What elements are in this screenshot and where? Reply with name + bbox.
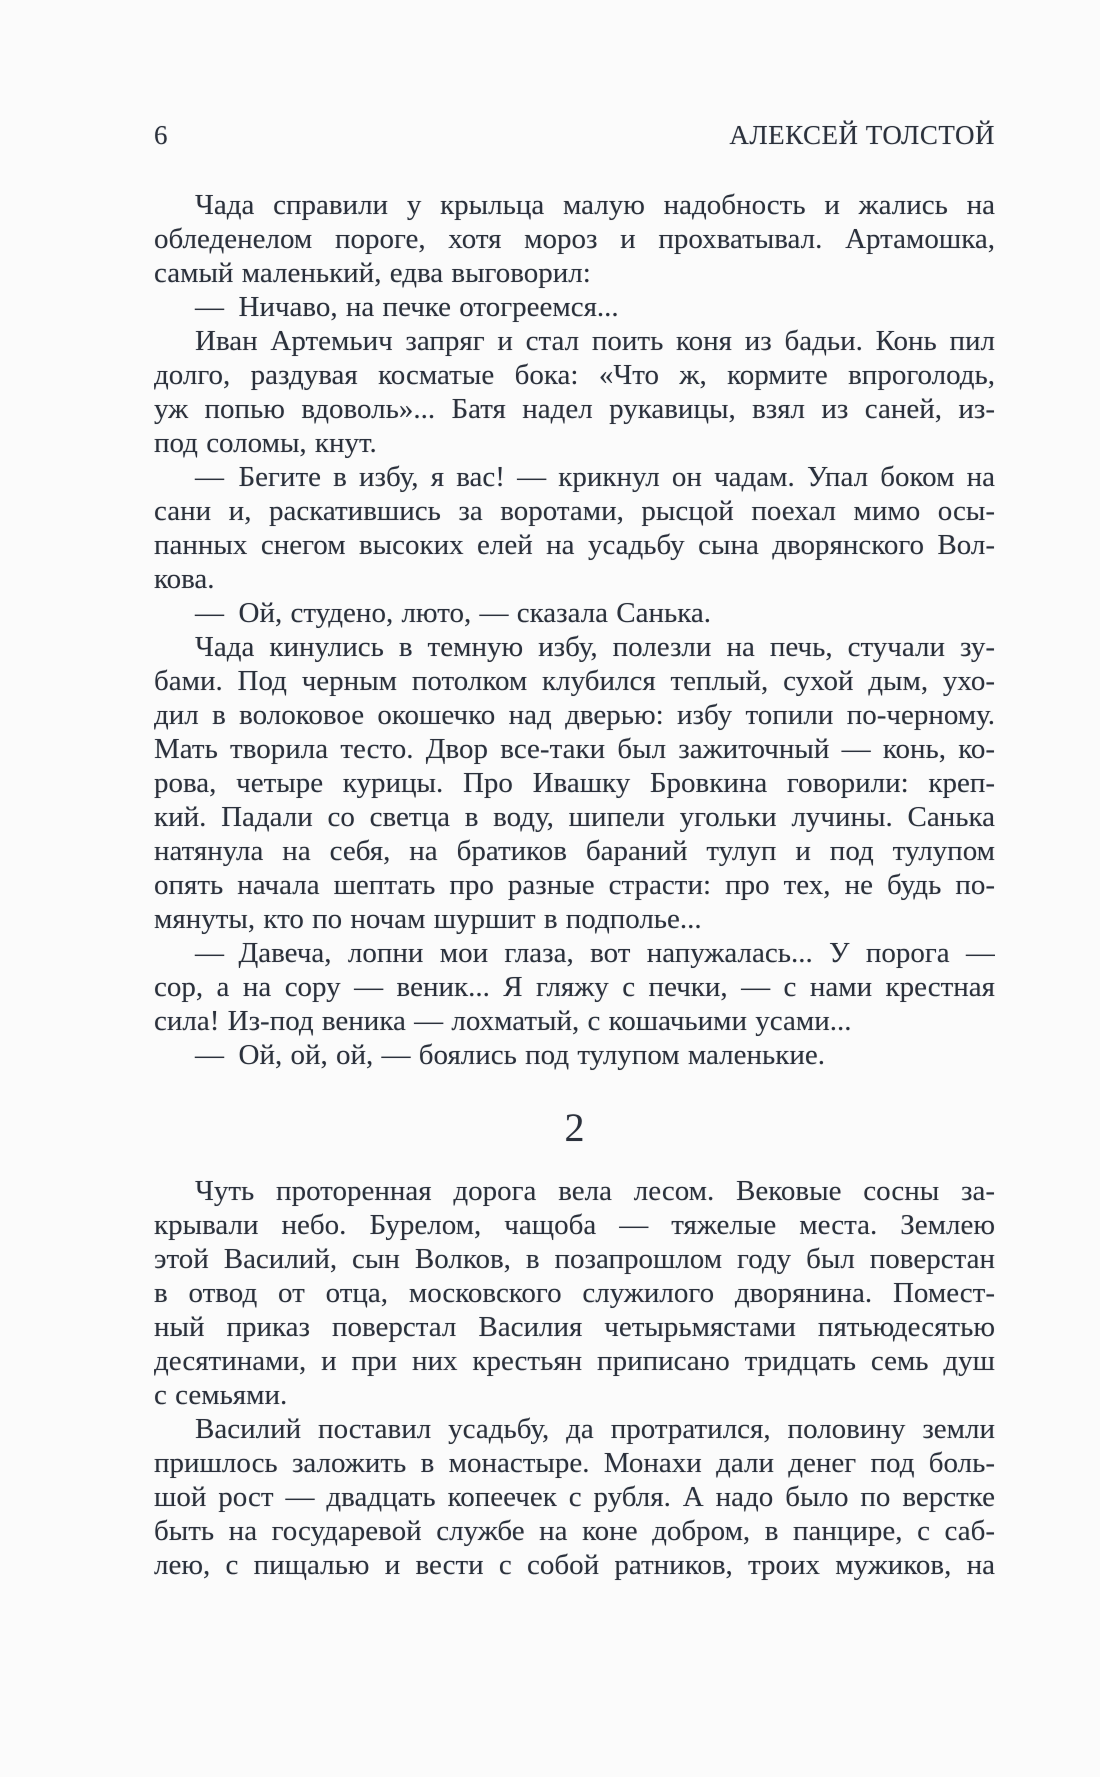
text-line: в отвод от отца, московского служилого дворянина. Помест- [154, 1277, 995, 1309]
text-line: лею, с пищалью и вести с собой ратников, троих мужиков, на [154, 1549, 995, 1581]
text-line: — Бегите в избу, я вас! — крикнул он чадам. Упал боком на [195, 461, 995, 493]
text-line: сани и, раскатившись за воротами, рысцой поехал мимо осы- [154, 495, 995, 527]
page-number: 6 [154, 120, 168, 150]
text-line: долго, раздувая косматые бока: «Что ж, кормите впроголодь, [154, 359, 995, 391]
text-line: — Ой, студено, люто, — сказала Санька. [195, 597, 712, 629]
text-block [154, 188, 995, 1582]
text-line: сила! Из-под веника — лохматый, с кошачьими усами... [154, 1005, 852, 1037]
text-line: кий. Падали со светца в воду, шипели угольки лучины. Санька [154, 801, 995, 833]
dialogue-paragraph [154, 290, 995, 324]
text-line: обледенелом пороге, хотя мороз и прохватывал. Артамошка, [154, 223, 995, 255]
running-header-author: АЛЕКСЕЙ ТОЛСТОЙ [729, 120, 995, 150]
dialogue-paragraph [154, 936, 995, 1038]
text-line: — Давеча, лопни мои глаза, вот напужалась... У порога — [195, 937, 995, 969]
section-2 [154, 1174, 995, 1582]
paragraph [154, 188, 995, 290]
text-line: — Ой, ой, ой, — боялись под тулупом маленькие. [195, 1039, 825, 1071]
text-line: Чада справили у крыльца малую надобность и жались на [195, 189, 995, 221]
text-line: натянула на себя, на братиков бараний тулуп и под тулупом [154, 835, 995, 867]
text-line: пришлось заложить в монастыре. Монахи дали денег под боль- [154, 1447, 995, 1479]
paragraph [154, 1174, 995, 1412]
text-line: Чада кинулись в темную избу, полезли на печь, стучали зу- [195, 631, 995, 663]
section-1 [154, 188, 995, 1072]
dialogue-paragraph [154, 460, 995, 596]
text-line: Чуть проторенная дорога вела лесом. Вековые сосны за- [195, 1175, 995, 1207]
text-line: панных снегом высоких елей на усадьбу сына дворянского Вол- [154, 529, 995, 561]
text-line: рова, четыре курицы. Про Ивашку Бровкина говорили: креп- [154, 767, 995, 799]
text-line: шой рост — двадцать копеечек с рубля. А надо было по верстке [154, 1481, 995, 1513]
dialogue-paragraph [154, 1038, 995, 1072]
text-line: под соломы, кнут. [154, 427, 377, 459]
text-line: — Ничаво, на печке отогреемся... [195, 291, 619, 323]
text-line: быть на государевой службе на коне добром, в панцире, с саб- [154, 1515, 995, 1547]
text-line: кова. [154, 563, 215, 595]
paragraph [154, 324, 995, 460]
text-line: с семьями. [154, 1379, 288, 1411]
chapter-number-heading: 2 [564, 1105, 585, 1150]
text-line: уж попью вдоволь»... Батя надел рукавицы, взял из саней, из- [154, 393, 995, 425]
text-line: сор, а на сору — веник... Я гляжу с печки, — с нами крестная [154, 971, 995, 1003]
text-line: десятинами, и при них крестьян приписано тридцать семь душ [154, 1345, 995, 1377]
paragraph [154, 1412, 995, 1582]
text-line: самый маленький, едва выговорил: [154, 257, 591, 289]
text-line: мянуты, кто по ночам шуршит в подполье... [154, 903, 702, 935]
dialogue-paragraph [154, 596, 995, 630]
text-line: бами. Под черным потолком клубился теплый, сухой дым, ухо- [154, 665, 995, 697]
text-line: дил в волоковое окошечко над дверью: избу топили по-черному. [154, 699, 995, 731]
text-line: этой Василий, сын Волков, в позапрошлом году был поверстан [154, 1243, 995, 1275]
text-line: крывали небо. Бурелом, чащоба — тяжелые места. Землею [154, 1209, 995, 1241]
running-header [154, 121, 995, 150]
text-line: Мать творила тесто. Двор все-таки был зажиточный — конь, ко- [154, 733, 995, 765]
paragraph [154, 630, 995, 936]
text-line: Василий поставил усадьбу, да протратился, половину земли [195, 1413, 995, 1445]
text-line: Иван Артемьич запряг и стал поить коня из бадьи. Конь пил [195, 325, 995, 357]
text-line: ный приказ поверстал Василия четырьмястами пятьюдесятью [154, 1311, 995, 1343]
text-line: опять начала шептать про разные страсти: про тех, не будь по- [154, 869, 995, 901]
